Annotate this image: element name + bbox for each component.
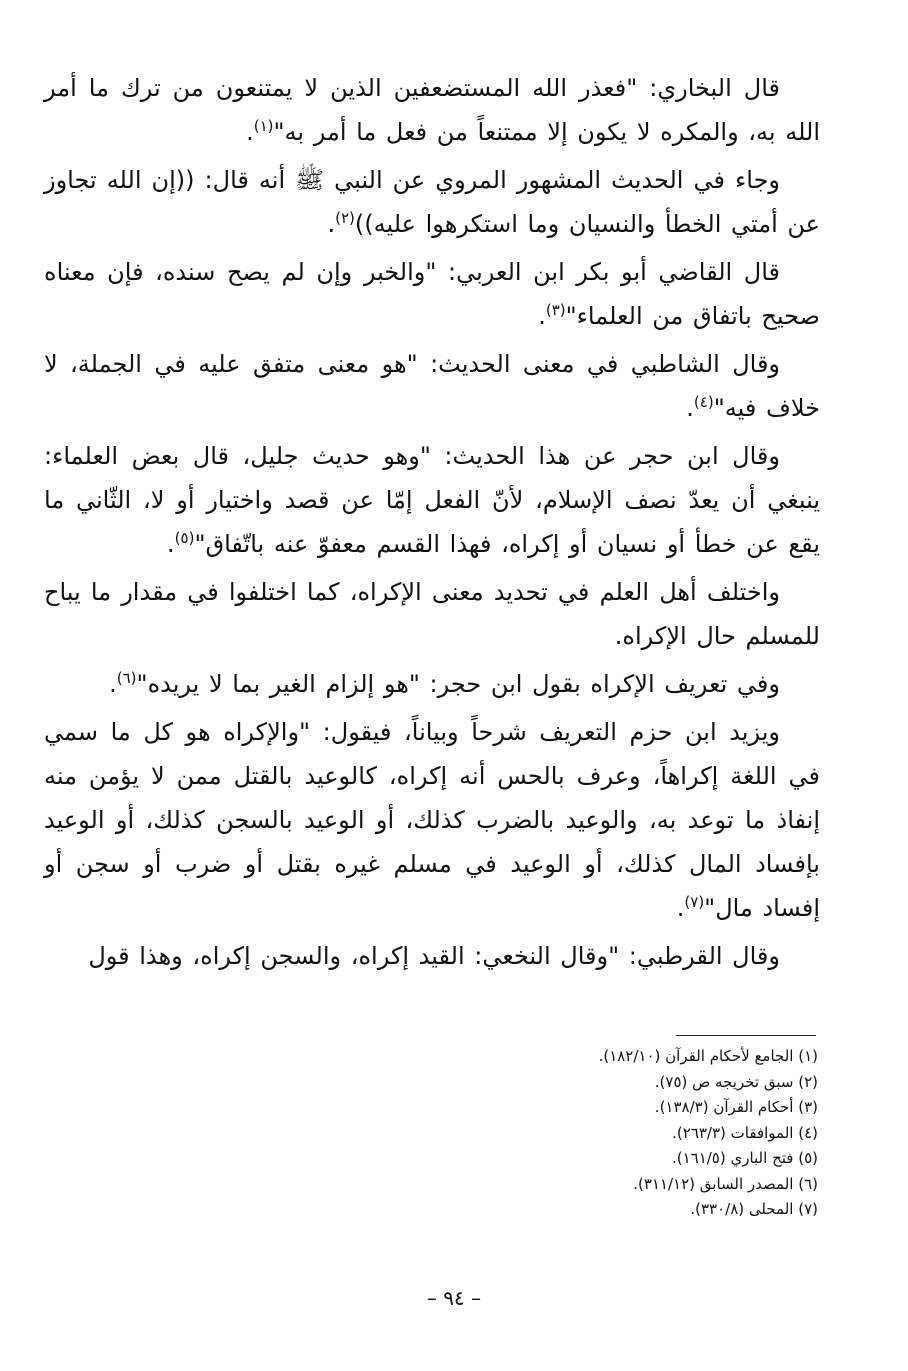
paragraph-ibn-hajar-definition: وفي تعريف الإكراه بقول ابن حجر: "هو إلزام الغير بما لا يريده"$^{(٦)}$. [109, 669, 780, 698]
footnotes-list [444, 1044, 818, 1223]
paragraph-ibn-arabi: قال القاضي أبو بكر ابن العربي: "والخبر وإن لم يصح سنده، فإن معناه صحيح باتفاق من العلماء"$^{(٣)}$. [44, 258, 820, 330]
footnote-ref-5[interactable]: (٥) [174, 529, 195, 547]
main-text [44, 66, 820, 978]
footnote-item: (٧) المحلى (٣٣٠/٨). [690, 1200, 818, 1218]
paragraph-hadith: وجاء في الحديث المشهور المروي عن النبي ﷺ أنه قال: ((إن الله تجاوز عن أمتي الخطأ والنسيان وما استكرهوا عليه))$^{(٢)}$. [44, 166, 820, 238]
footnote-item: (١) الجامع لأحكام القرآن (١٨٢/١٠). [598, 1047, 818, 1065]
footnote-item: (٣) أحكام القرآن (١٣٨/٣). [654, 1098, 818, 1116]
page-number: – ٩٤ – [426, 1286, 482, 1310]
paragraph-qurtubi: وقال القرطبي: "وقال النخعي: القيد إكراه، والسجن إكراه، وهذا قول [88, 942, 780, 970]
footnote-item: (٥) فتح الباري (١٦١/٥). [671, 1149, 818, 1167]
footnote-ref-3[interactable]: (٣) [545, 301, 566, 319]
paragraph-shatibi: وقال الشاطبي في معنى الحديث: "هو معنى متفق عليه في الجملة، لا خلاف فيه"$^{(٤)}$. [44, 350, 820, 422]
paragraph-ibn-hajar-hadith: وقال ابن حجر عن هذا الحديث: "وهو حديث جليل، قال بعض العلماء: ينبغي أن يعدّ نصف الإسلام، لأنّ الفعل إمّا عن قصد واختيار أو لا، الثّاني ما يقع عن خطأ أو نسيان أو إكراه، فهذا القسم معفوّ عنه باتّفاق"$^{(٥)}$. [44, 442, 820, 558]
paragraph-ibn-hazm: ويزيد ابن حزم التعريف شرحاً وبياناً، فيقول: "والإكراه هو كل ما سمي في اللغة إكراهاً، وعرف بالحس أنه إكراه، كالوعيد بالقتل ممن لا يؤمن منه إنفاذ ما توعد به، والوعيد بالضرب كذلك، أو الوعيد بالسجن كذلك، أو الوعيد بإفساد المال كذلك، أو الوعيد في مسلم غيره بقتل أو ضرب أو سجن أو إفساد مال"$^{(٧)}$. [44, 718, 820, 922]
footnote-ref-4[interactable]: (٤) [693, 393, 714, 411]
footnote-item: (٢) سبق تخريجه ص (٧٥). [654, 1072, 818, 1091]
footnote-ref-1[interactable]: (١) [253, 117, 274, 135]
paragraph-scholars-differ: واختلف أهل العلم في تحديد معنى الإكراه، كما اختلفوا في مقدار ما يباح للمسلم حال الإكراه. [44, 578, 820, 650]
paragraph-bukhari: قال البخاري: "فعذر الله المستضعفين الذين لا يمتنعون من ترك ما أمر الله به، والمكره لا يكون إلا ممتنعاً من فعل ما أمر به"$^{(١)}$. [44, 74, 820, 146]
footnote-ref-2[interactable]: (٢) [335, 209, 355, 227]
footnote-item: (٤) الموافقات (٢٦٣/٣). [672, 1123, 818, 1142]
footnote-item: (٦) المصدر السابق (٣١١/١٢). [633, 1174, 818, 1193]
footnote-ref-6[interactable]: (٦) [116, 669, 137, 687]
footnote-divider [676, 1035, 816, 1036]
footnote-ref-7[interactable]: (٧) [684, 893, 705, 911]
